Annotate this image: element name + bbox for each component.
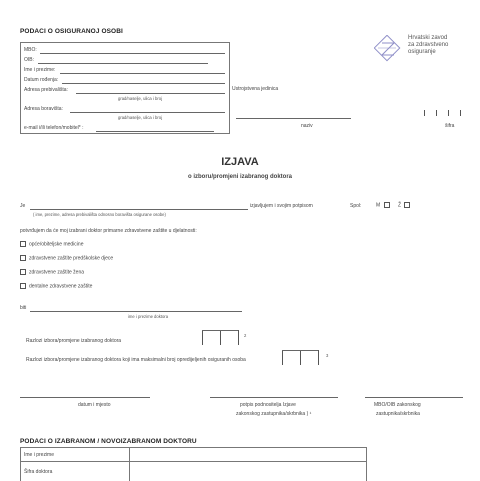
guardian-id-label-2: zastupnika/skrbnika: [376, 411, 420, 417]
doctor-name-input[interactable]: [131, 449, 364, 460]
option-checkbox[interactable]: [20, 255, 26, 261]
dob-label: Datum rođenja:: [24, 77, 59, 83]
gender-male-checkbox[interactable]: [384, 202, 390, 208]
gender-label: Spol:: [350, 203, 362, 209]
reason-1-text: Razlozi izbora/promjene izabranog doktora: [26, 338, 122, 344]
logo-text-line-2: za zdravstveno: [408, 42, 449, 48]
document-title: IZJAVA: [221, 156, 259, 168]
oib-label: OIB:: [24, 57, 35, 63]
logo-text-line-3: osiguranje: [408, 49, 436, 55]
hzzo-logo-icon: [374, 35, 402, 63]
guardian-id-label-1: MBO/OIB zakonskog: [374, 402, 421, 408]
signature-field[interactable]: [210, 397, 338, 398]
name-label: Ime i prezime:: [24, 67, 56, 73]
reason-2-text: Razlozi izbora/promjene izabranog doktora koji ima maksimalni broj opredijeljenih osiguranih osoba: [26, 357, 246, 363]
email-label: e-mail i/ili telefon/mobitel* :: [24, 125, 84, 131]
option-women[interactable]: [20, 269, 84, 275]
reason-2-code-field[interactable]: [282, 350, 318, 365]
option-label: opće/obiteljske medicine: [29, 241, 84, 248]
date-place-field[interactable]: [20, 397, 150, 398]
biti-label: biti: [20, 305, 27, 311]
name-field[interactable]: [60, 73, 225, 74]
email-field[interactable]: [96, 131, 214, 132]
section-title-insured-person: PODACI O OSIGURANOJ OSOBI: [20, 28, 123, 35]
doctor-code-input[interactable]: [131, 463, 364, 477]
signature-label-1: potpis podnositelja Izjave: [240, 402, 296, 408]
mbo-label: MBO:: [24, 47, 37, 53]
stay-field[interactable]: [70, 112, 225, 113]
reason-1-footnote: 2: [244, 333, 247, 338]
org-unit-name-field[interactable]: [236, 118, 351, 119]
reason-2-footnote: 3: [326, 353, 329, 358]
dob-field[interactable]: [62, 83, 225, 84]
person-field[interactable]: [30, 209, 248, 210]
org-unit-label: Ustrojstvena jedinica: [232, 86, 279, 92]
oib-field[interactable]: [38, 63, 208, 64]
option-label: zdravstvene zaštite žena: [29, 269, 85, 276]
confirm-text: potvrđujem da će moj izabrani doktor primarne zdravstvene zaštite u djelatnosti:: [20, 228, 197, 234]
document-subtitle: o izboru/promjeni izabranog doktora: [187, 174, 292, 180]
person-sublabel: ( ime, prezime, adresa prebivališta odnosno boravišta osigurane osobe): [33, 212, 166, 217]
option-label: zdravstvene zaštite predškolske djece: [29, 255, 114, 262]
residence-sublabel: grad/naselje, ulica i broj: [118, 96, 162, 101]
residence-field[interactable]: [76, 93, 225, 94]
reason-1-code-field[interactable]: [202, 330, 238, 345]
org-unit-code-field[interactable]: [424, 110, 464, 118]
option-dental[interactable]: [20, 283, 92, 289]
logo-text-line-1: Hrvatski zavod: [408, 35, 448, 41]
ja-label: Je: [20, 203, 26, 209]
gender-male-option[interactable]: [376, 202, 393, 208]
sign-text: izjavljujem i svojim potpisom: [250, 203, 313, 209]
org-unit-code-label: šifra: [445, 123, 455, 129]
doctor-name-sublabel: ime i prezime doktora: [128, 314, 169, 319]
org-unit-name-label: naziv: [301, 123, 313, 129]
stay-sublabel: grad/naselje, ulica i broj: [118, 115, 162, 120]
logo-text: [408, 35, 448, 56]
doctor-name-field[interactable]: [30, 311, 242, 312]
option-checkbox[interactable]: [20, 283, 26, 289]
option-preschool[interactable]: [20, 255, 113, 261]
doctor-name-row-label: Ime i prezime: [24, 452, 55, 458]
gender-male-label: M: [376, 202, 381, 209]
stay-label: Adresa boravišta:: [24, 106, 63, 112]
gender-female-label: Ž: [398, 202, 402, 209]
gender-female-checkbox[interactable]: [404, 202, 410, 208]
doctor-table: [20, 447, 367, 481]
section-title-doctor: PODACI O IZABRANOM / NOVOIZABRANOM DOKTORU: [20, 438, 197, 445]
guardian-id-field[interactable]: [365, 397, 463, 398]
date-place-label: datum i mjesto: [78, 402, 111, 408]
gender-female-option[interactable]: [398, 202, 413, 208]
residence-label: Adresa prebivališta:: [24, 87, 68, 93]
mbo-field[interactable]: [40, 53, 225, 54]
option-general-medicine[interactable]: [20, 241, 83, 247]
doctor-code-row-label: Šifra doktora: [24, 469, 53, 475]
option-checkbox[interactable]: [20, 241, 26, 247]
signature-label-2: zakonskog zastupnika/skrbnika ) ¹: [236, 411, 312, 417]
option-checkbox[interactable]: [20, 269, 26, 275]
option-label: dentalne zdravstvene zaštite: [29, 283, 93, 290]
